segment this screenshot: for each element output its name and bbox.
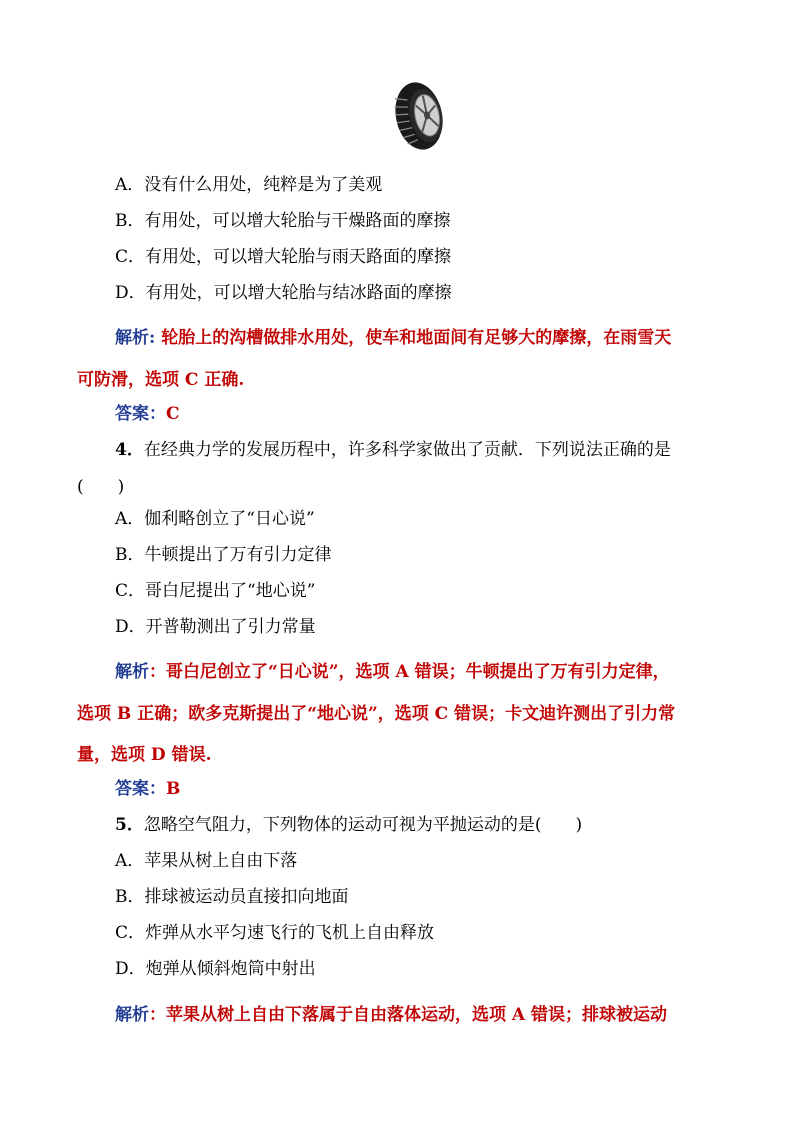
q4-answer-paren: ( )	[77, 477, 125, 497]
q5-option-a: A．苹果从树上自由下落	[115, 851, 298, 871]
q3-analysis-line2: 可防滑，选项 C 正确.	[77, 370, 245, 390]
q4-analysis-line1: 解析：哥白尼创立了“日心说”，选项 A 错误；牛顿提出了万有引力定律，	[115, 662, 670, 682]
q3-option-c: C．有用处，可以增大轮胎与雨天路面的摩擦	[115, 247, 452, 267]
q5-option-b: B．排球被运动员直接扣向地面	[115, 887, 349, 907]
q4-analysis-line2: 选项 B 正确；欧多克斯提出了“地心说”，选项 C 错误；卡文迪许测出了引力常	[77, 704, 676, 724]
q3-option-b: B．有用处，可以增大轮胎与干燥路面的摩擦	[115, 211, 451, 231]
analysis-label: 解析	[115, 662, 149, 682]
q3-option-d: D．有用处，可以增大轮胎与结冰路面的摩擦	[115, 283, 452, 303]
q4-answer: 答案：B	[115, 779, 181, 799]
q3-analysis-line1: 解析: 轮胎上的沟槽做排水用处，使车和地面间有足够大的摩擦，在雨雪天	[115, 328, 672, 348]
analysis-label: 解析	[115, 1005, 149, 1025]
q5-option-c: C．炸弹从水平匀速飞行的飞机上自由释放	[115, 923, 435, 943]
q4-analysis-line3: 量，选项 D 错误.	[77, 745, 212, 765]
q5-option-d: D．炮弹从倾斜炮筒中射出	[115, 959, 316, 979]
q4-option-b: B．牛顿提出了万有引力定律	[115, 545, 332, 565]
q4-stem: 4．在经典力学的发展历程中，许多科学家做出了贡献．下列说法正确的是	[115, 440, 671, 460]
q3-answer: 答案：C	[115, 404, 180, 424]
q4-option-c: C．哥白尼提出了“地心说”	[115, 581, 316, 601]
q3-option-a: A．没有什么用处，纯粹是为了美观	[115, 175, 383, 195]
q4-option-d: D．开普勒测出了引力常量	[115, 617, 316, 637]
q4-option-a: A．伽利略创立了“日心说”	[115, 509, 315, 529]
q5-stem: 5．忽略空气阻力，下列物体的运动可视为平抛运动的是( )	[115, 815, 583, 835]
q5-analysis-line1: 解析：苹果从树上自由下落属于自由落体运动，选项 A 错误；排球被运动	[115, 1005, 668, 1025]
analysis-label: 解析:	[115, 328, 156, 348]
tire-icon	[383, 80, 455, 152]
